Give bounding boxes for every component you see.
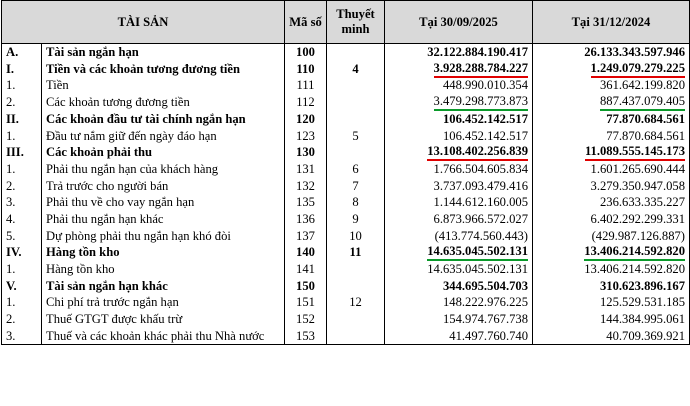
row-code: 151 [285,295,327,312]
highlight-underline: 887.437.079.405 [600,94,685,111]
row-note: 12 [327,295,385,312]
row-index: 3. [2,195,42,212]
table-row [2,195,690,212]
row-note [327,111,385,128]
header-period-2025: Tại 30/09/2025 [385,1,533,44]
table-row [2,178,690,195]
row-label: Tài sản ngắn hạn [42,44,285,61]
highlight-underline: 14.635.045.502.131 [427,244,528,261]
table-row [2,144,690,161]
row-value-2024: 361.642.199.820 [533,78,690,95]
row-value-2025: 14.635.045.502.131 [385,261,533,278]
row-code: 120 [285,111,327,128]
row-code: 137 [285,228,327,245]
row-label: Các khoản đầu tư tài chính ngắn hạn [42,111,285,128]
table-row [2,211,690,228]
row-value-2025: 1.766.504.605.834 [385,161,533,178]
row-code: 131 [285,161,327,178]
row-note [327,144,385,161]
header-period-2024: Tại 31/12/2024 [533,1,690,44]
table-row [2,94,690,111]
row-note [327,311,385,328]
row-note: 11 [327,244,385,261]
row-index: 4. [2,211,42,228]
row-value-2025: 6.873.966.572.027 [385,211,533,228]
row-index: 2. [2,94,42,111]
highlight-underline: 1.249.079.279.225 [591,61,685,78]
row-value-2025: 148.222.976.225 [385,295,533,312]
row-label: Dự phòng phải thu ngắn hạn khó đòi [42,228,285,245]
row-value-2025: 106.452.142.517 [385,128,533,145]
row-code: 153 [285,328,327,345]
row-value-2025: (413.774.560.443) [385,228,533,245]
row-value-2024: 13.406.214.592.820 [533,261,690,278]
row-index: 1. [2,78,42,95]
row-index: 5. [2,228,42,245]
table-row [2,78,690,95]
row-code: 152 [285,311,327,328]
table-row [2,111,690,128]
row-label: Thuế GTGT được khấu trừ [42,311,285,328]
row-label: Trả trước cho người bán [42,178,285,195]
highlight-underline: 13.406.214.592.820 [584,244,685,261]
row-index: 2. [2,311,42,328]
table-row [2,61,690,78]
table-row [2,244,690,261]
row-value-2024 [533,94,690,111]
row-note [327,261,385,278]
row-value-2024 [533,61,690,78]
row-code: 100 [285,44,327,61]
highlight-underline: 13.108.402.256.839 [427,144,528,161]
row-note: 7 [327,178,385,195]
row-value-2025: 106.452.142.517 [385,111,533,128]
row-value-2024: 26.133.343.597.946 [533,44,690,61]
row-code: 150 [285,278,327,295]
row-code: 130 [285,144,327,161]
row-value-2025: 154.974.767.738 [385,311,533,328]
row-index: III. [2,144,42,161]
header-note: Thuyết minh [327,1,385,44]
row-note: 6 [327,161,385,178]
highlight-underline: 3.928.288.784.227 [434,61,528,78]
row-index: 2. [2,178,42,195]
row-value-2025 [385,244,533,261]
row-index: A. [2,44,42,61]
row-index: 1. [2,128,42,145]
row-label: Thuế và các khoản khác phải thu Nhà nước [42,328,285,345]
row-label: Tiền [42,78,285,95]
row-value-2024: 3.279.350.947.058 [533,178,690,195]
row-index: II. [2,111,42,128]
row-value-2025: 1.144.612.160.005 [385,195,533,212]
row-label: Đầu tư nắm giữ đến ngày đáo hạn [42,128,285,145]
row-label: Phải thu về cho vay ngắn hạn [42,195,285,212]
row-code: 136 [285,211,327,228]
row-label: Tiền và các khoản tương đương tiền [42,61,285,78]
row-value-2025: 344.695.504.703 [385,278,533,295]
row-index: 3. [2,328,42,345]
row-value-2024: 144.384.995.061 [533,311,690,328]
row-index: 1. [2,161,42,178]
row-note: 8 [327,195,385,212]
row-value-2024: 77.870.684.561 [533,111,690,128]
header-code: Mã số [285,1,327,44]
header-asset: TÀI SẢN [2,1,285,44]
row-code: 112 [285,94,327,111]
row-label: Hàng tồn kho [42,244,285,261]
row-label: Tài sản ngắn hạn khác [42,278,285,295]
row-value-2024 [533,244,690,261]
row-value-2024: (429.987.126.887) [533,228,690,245]
row-value-2025 [385,144,533,161]
row-note [327,328,385,345]
row-index: IV. [2,244,42,261]
row-value-2025: 41.497.760.740 [385,328,533,345]
table-row [2,44,690,61]
row-label: Chi phí trả trước ngắn hạn [42,295,285,312]
row-label: Các khoản phải thu [42,144,285,161]
row-label: Phải thu ngắn hạn khác [42,211,285,228]
table-row [2,228,690,245]
row-value-2024: 6.402.292.299.331 [533,211,690,228]
row-code: 135 [285,195,327,212]
row-label: Phải thu ngắn hạn của khách hàng [42,161,285,178]
row-code: 132 [285,178,327,195]
row-value-2024: 125.529.531.185 [533,295,690,312]
table-row [2,295,690,312]
row-value-2024: 310.623.896.167 [533,278,690,295]
table-row [2,161,690,178]
row-value-2025 [385,61,533,78]
table-row [2,311,690,328]
row-label: Các khoản tương đương tiền [42,94,285,111]
row-index: 1. [2,295,42,312]
row-code: 110 [285,61,327,78]
table-row [2,278,690,295]
row-value-2025: 3.737.093.479.416 [385,178,533,195]
table-row [2,128,690,145]
highlight-underline: 3.479.298.773.873 [434,94,528,111]
row-value-2024 [533,144,690,161]
table-body [2,44,690,345]
row-value-2024: 1.601.265.690.444 [533,161,690,178]
row-value-2025: 448.990.010.354 [385,78,533,95]
row-note: 5 [327,128,385,145]
row-value-2024: 40.709.369.921 [533,328,690,345]
row-value-2024: 236.633.335.227 [533,195,690,212]
table-header [2,1,690,44]
row-index: I. [2,61,42,78]
row-label: Hàng tồn kho [42,261,285,278]
row-note: 4 [327,61,385,78]
table-row [2,328,690,345]
row-value-2025: 32.122.884.190.417 [385,44,533,61]
row-code: 111 [285,78,327,95]
row-index: V. [2,278,42,295]
row-note [327,44,385,61]
row-value-2025 [385,94,533,111]
row-code: 140 [285,244,327,261]
row-note: 10 [327,228,385,245]
row-code: 141 [285,261,327,278]
row-note: 9 [327,211,385,228]
row-note [327,278,385,295]
row-note [327,78,385,95]
row-code: 123 [285,128,327,145]
table-row [2,261,690,278]
highlight-underline: 11.089.555.145.173 [585,144,685,161]
row-index: 1. [2,261,42,278]
row-value-2024: 77.870.684.561 [533,128,690,145]
row-note [327,94,385,111]
balance-sheet-table [1,0,690,345]
